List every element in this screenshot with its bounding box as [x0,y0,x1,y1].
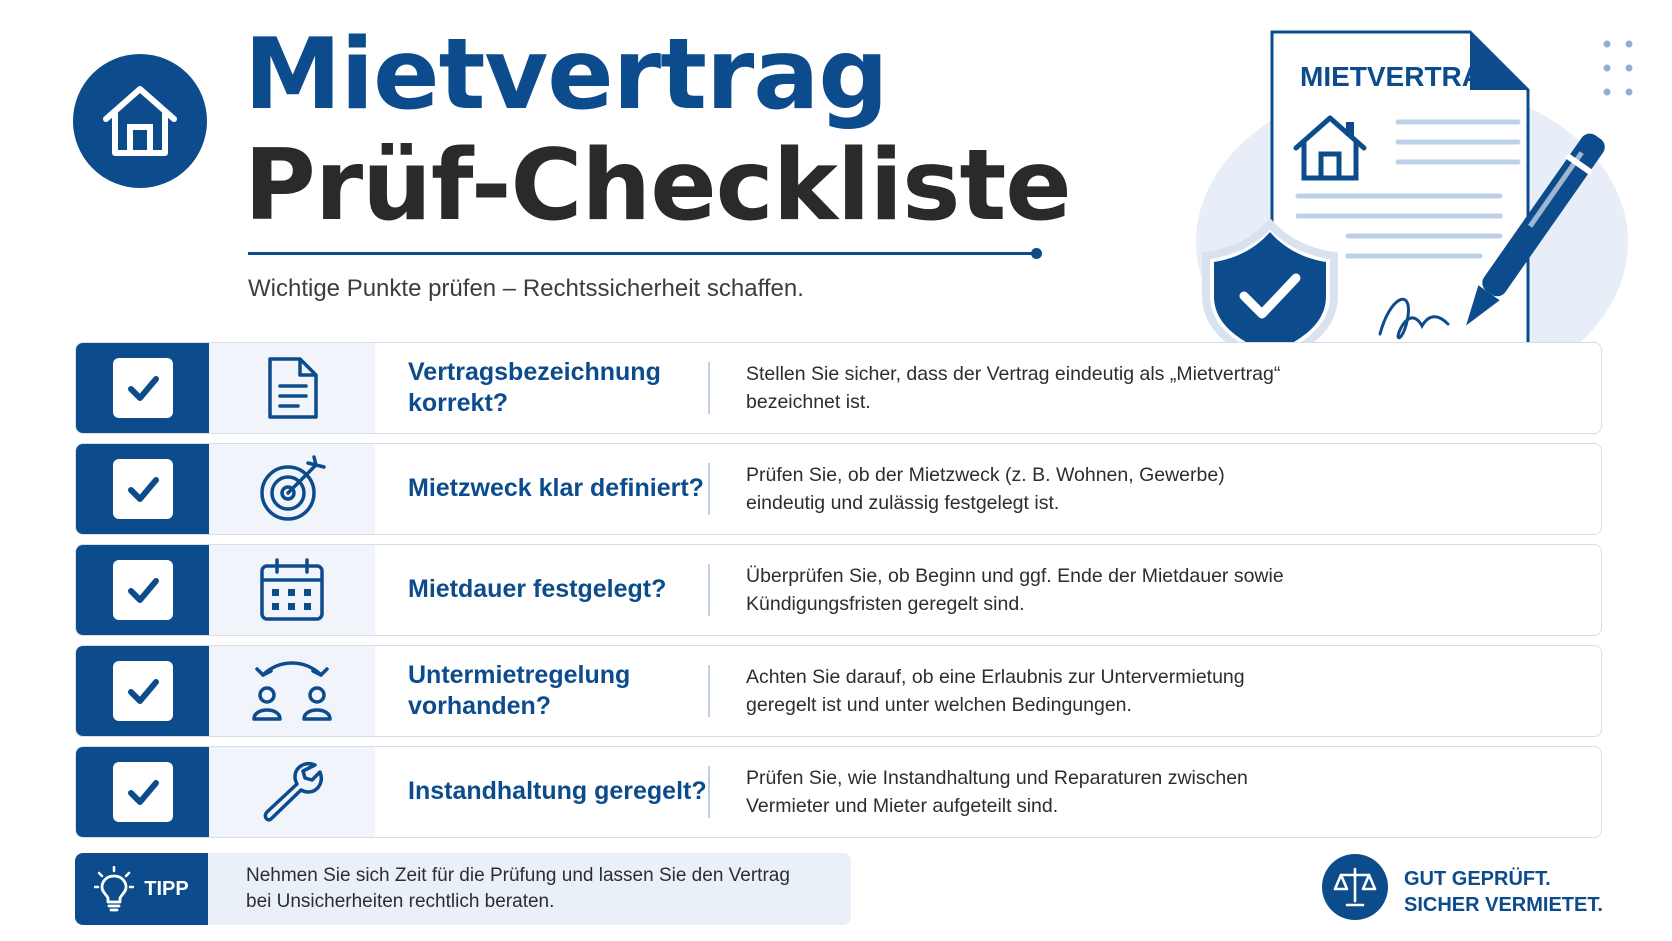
checkbox[interactable] [113,459,173,519]
title-underline [248,252,1038,255]
tip-label-cell [75,853,208,925]
decorative-dots [1602,38,1636,98]
page-subtitle: Wichtige Punkte prüfen – Rechtssicherheit schaffen. [248,275,804,302]
row-description: Prüfen Sie, wie Instandhaltung und Reparaturen zwischen Vermieter und Mieter aufgeteilt sind. [746,766,1248,817]
checklist-row [75,645,1602,737]
badge-circle [1322,854,1388,920]
row-description: Überprüfen Sie, ob Beginn und ggf. Ende der Mietdauer sowie Kündigungsfristen geregelt sind. [746,564,1284,615]
checkbox[interactable] [113,661,173,721]
row-description: Achten Sie darauf, ob eine Erlaubnis zur Untervermietung geregelt ist und unter welchen Bedingungen. [746,665,1245,716]
badge-line-2: SICHER VERMIETET. [1404,894,1603,916]
checkbox-cell [76,545,209,635]
tip-box [75,853,851,925]
row-title: Untermietregelung vorhanden? [408,660,631,720]
lightbulb-icon [94,866,134,912]
checkmark-icon [123,469,163,509]
row-title: Vertragsbezeichnung korrekt? [408,357,661,417]
checkmark-icon [123,772,163,812]
contract-illustration [1180,26,1620,396]
checkbox-cell [76,646,209,736]
checkmark-icon [123,368,163,408]
tip-label: TIPP [144,877,189,900]
row-icon-cell [209,545,375,635]
people-exchange-icon [249,659,335,723]
badge-line-1: GUT GEPRÜFT. [1404,868,1551,890]
house-icon [98,79,182,163]
checkbox[interactable] [113,358,173,418]
target-icon [258,455,326,523]
row-icon-cell [209,343,375,433]
page-title-line-1: Mietvertrag [244,18,888,132]
logo-badge [73,54,207,188]
row-title: Instandhaltung geregelt? [408,777,707,806]
scales-icon [1333,865,1377,909]
row-description: Prüfen Sie, ob der Mietzweck (z. B. Wohnen, Gewerbe) eindeutig und zulässig festgelegt ist. [746,463,1225,514]
checkbox[interactable] [113,560,173,620]
checkbox-cell [76,444,209,534]
doc-title-text: MIETVERTRAG [1300,61,1504,92]
row-icon-cell [209,747,375,837]
badge-text [1404,866,1603,918]
checkmark-icon [123,671,163,711]
checklist-row [75,544,1602,636]
row-icon-cell [209,646,375,736]
checklist-row [75,342,1602,434]
tip-text: Nehmen Sie sich Zeit für die Prüfung und lassen Sie den Vertrag bei Unsicherheiten rechtlich beraten. [246,865,790,912]
title-underline-dot [1031,248,1042,259]
calendar-icon [259,558,325,622]
checklist-row [75,443,1602,535]
row-description: Stellen Sie sicher, dass der Vertrag eindeutig als „Mietvertrag“ bezeichnet ist. [746,362,1281,413]
checkmark-icon [123,570,163,610]
checkbox-cell [76,343,209,433]
page-title-line-2: Prüf-Checkliste [244,129,1071,243]
wrench-icon [257,759,327,825]
checkbox-cell [76,747,209,837]
row-title: Mietzweck klar definiert? [408,474,704,503]
row-title: Mietdauer festgelegt? [408,575,667,604]
checkbox[interactable] [113,762,173,822]
document-icon [262,356,322,420]
row-icon-cell [209,444,375,534]
checklist-row [75,746,1602,838]
